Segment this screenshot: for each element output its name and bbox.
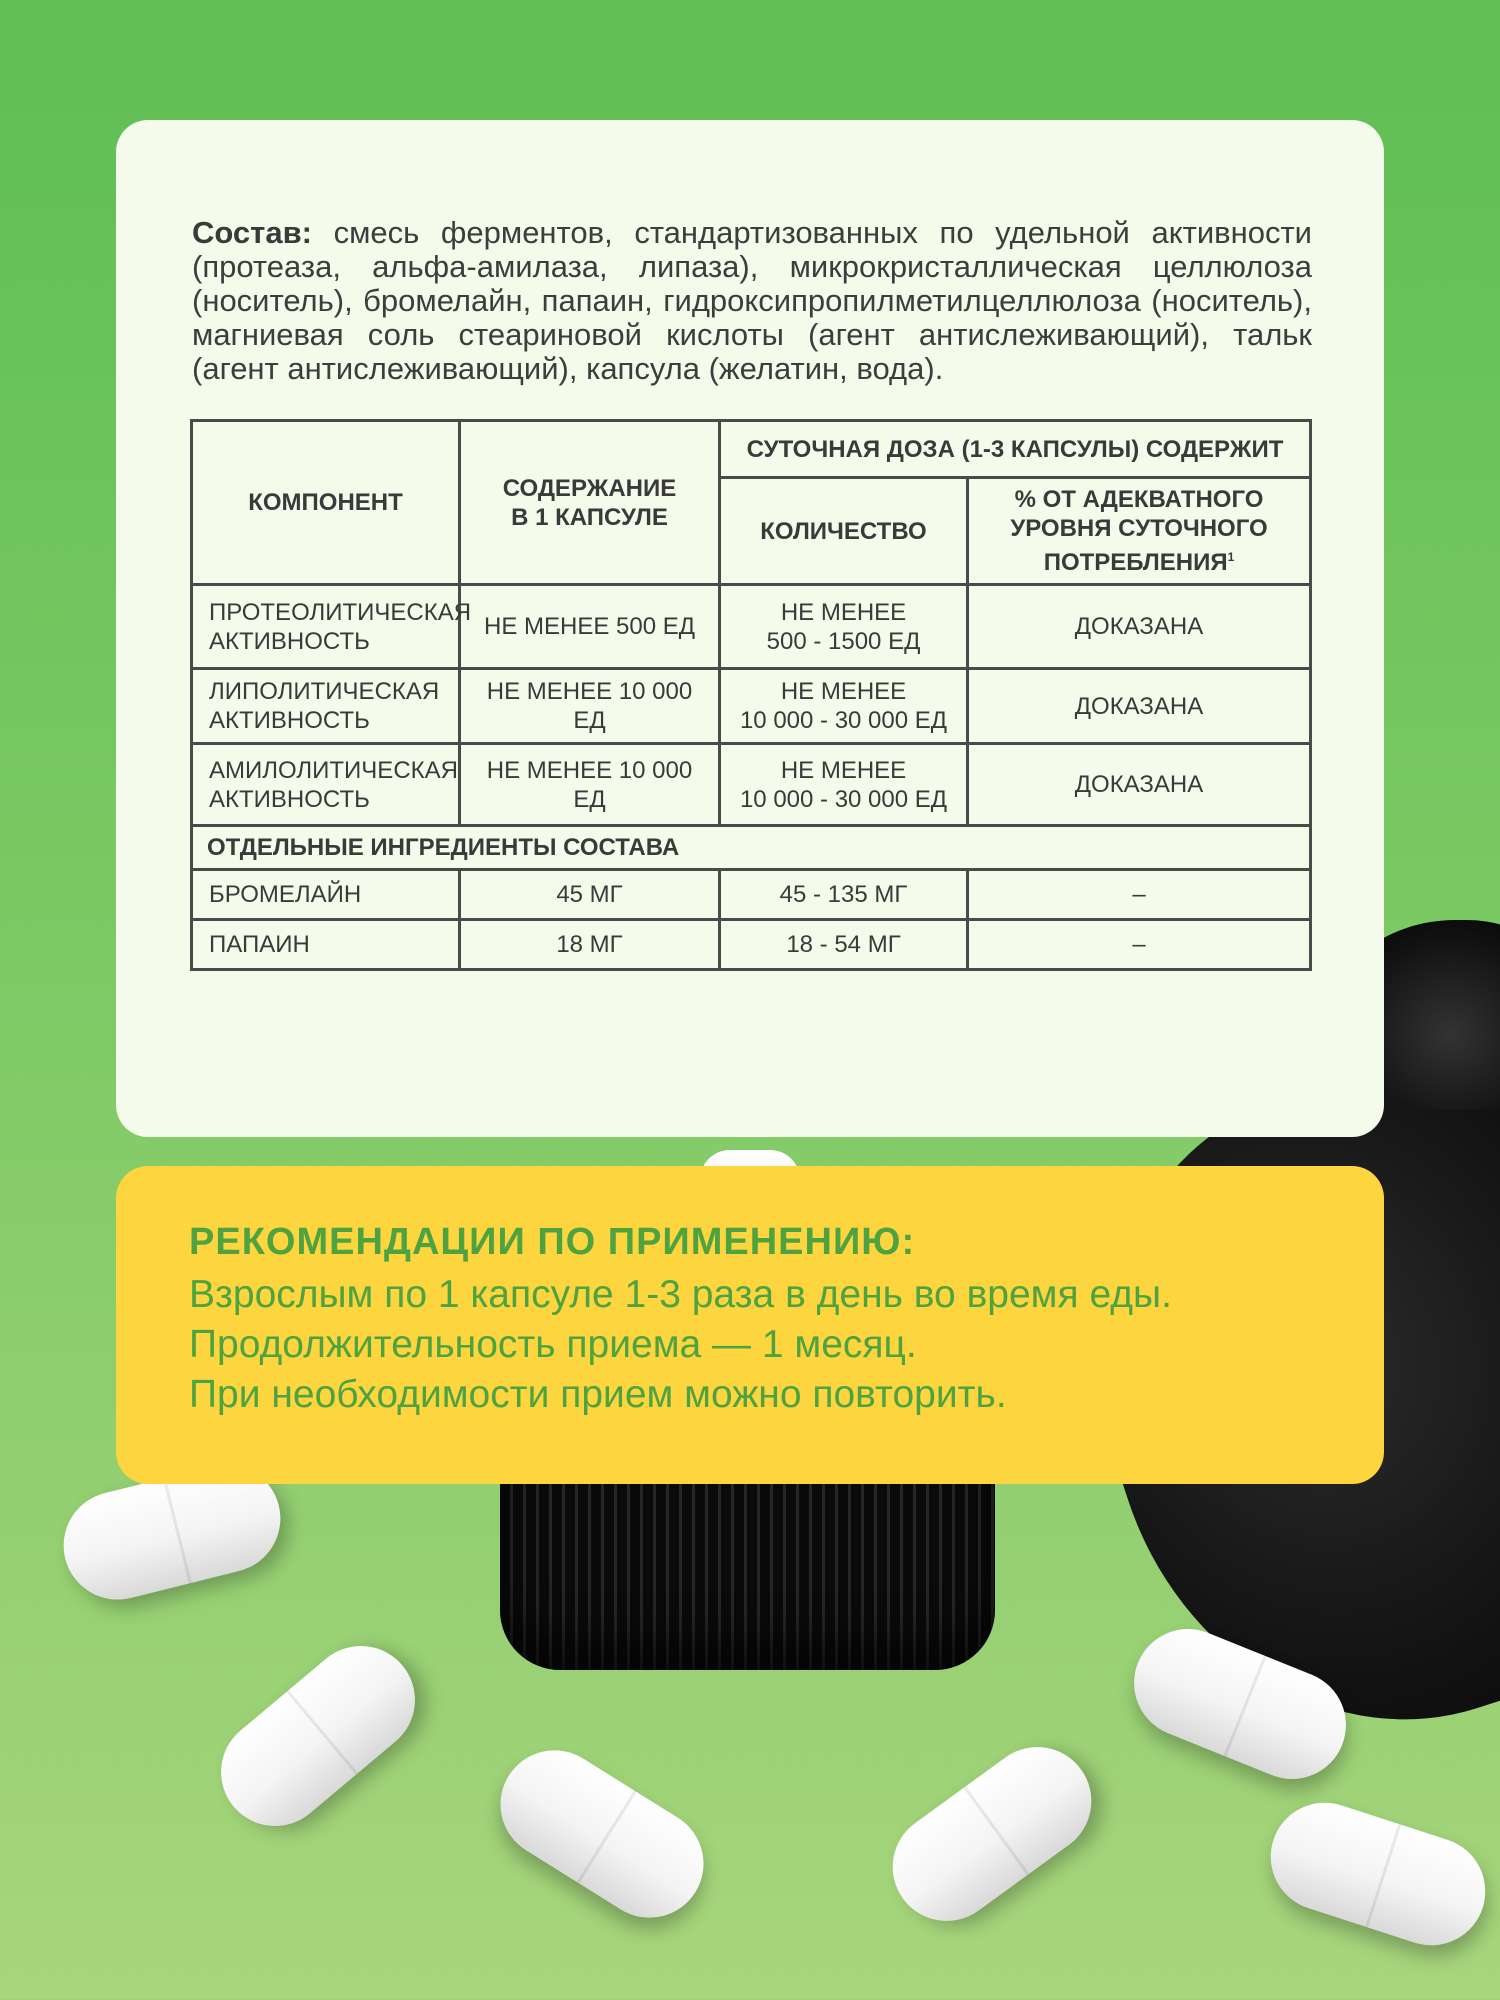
ingredient-quantity: 18 - 54 МГ [720, 920, 968, 970]
ingredient-content: 18 МГ [460, 920, 720, 970]
row-percent: ДОКАЗАНА [968, 669, 1311, 744]
table-row [192, 669, 1311, 744]
ingredient-name: БРОМЕЛАЙН [192, 870, 460, 920]
ingredient-percent: – [968, 920, 1311, 970]
header-component: КОМПОНЕНТ [192, 421, 460, 585]
ingredient-quantity: 45 - 135 МГ [720, 870, 968, 920]
row-component: ЛИПОЛИТИЧЕСКАЯ АКТИВНОСТЬ [192, 669, 460, 744]
capsule-image [871, 1726, 1112, 1943]
recommendation-line: Продолжительность приема — 1 месяц. [189, 1323, 917, 1366]
composition-label: Состав: [192, 215, 312, 250]
table-section-row [192, 826, 1311, 870]
table-row [192, 585, 1311, 669]
ingredient-content: 45 МГ [460, 870, 720, 920]
row-component: ПРОТЕОЛИТИЧЕСКАЯ АКТИВНОСТЬ [192, 585, 460, 669]
row-quantity: НЕ МЕНЕЕ 10 000 - 30 000 ЕД [720, 744, 968, 826]
table-row [192, 744, 1311, 826]
header-content: СОДЕРЖАНИЕ В 1 КАПСУЛЕ [460, 421, 720, 585]
recommendations-card [116, 1166, 1384, 1484]
table-row [192, 920, 1311, 970]
capsule-image [199, 1624, 437, 1848]
row-content: НЕ МЕНЕЕ 10 000 ЕД [460, 744, 720, 826]
row-quantity: НЕ МЕНЕЕ 10 000 - 30 000 ЕД [720, 669, 968, 744]
header-quantity: КОЛИЧЕСТВО [720, 478, 968, 585]
row-quantity: НЕ МЕНЕЕ 500 - 1500 ЕД [720, 585, 968, 669]
ingredient-name: ПАПАИН [192, 920, 460, 970]
row-component: АМИЛОЛИТИЧЕСКАЯ АКТИВНОСТЬ [192, 744, 460, 826]
composition-description: смесь ферментов, стандартизованных по удельной активности (протеаза, альфа-амилаза, липаза), микрокристаллическая целлюлоза (носитель), бромелайн, папаин, гидроксипропилметилцеллюлоза (носитель), магниевая соль стеариновой кислоты (агент антислеживающий), тальк (агент антислеживающий), капсула (желатин, вода). [192, 215, 1312, 386]
capsule-image [1257, 1789, 1500, 1960]
recommendation-line: При необходимости прием можно повторить. [189, 1373, 1007, 1416]
section-title: ОТДЕЛЬНЫЕ ИНГРЕДИЕНТЫ СОСТАВА [192, 826, 1311, 870]
row-content: НЕ МЕНЕЕ 500 ЕД [460, 585, 720, 669]
row-percent: ДОКАЗАНА [968, 585, 1311, 669]
header-percent: % ОТ АДЕКВАТНОГО УРОВНЯ СУТОЧНОГО ПОТРЕБЛЕНИЯ$^1$ [968, 478, 1311, 585]
composition-card [116, 120, 1384, 1137]
header-daily-dose: СУТОЧНАЯ ДОЗА (1-3 КАПСУЛЫ) СОДЕРЖИТ [720, 421, 1311, 478]
composition-text [192, 216, 1312, 386]
ingredient-percent: – [968, 870, 1311, 920]
row-content: НЕ МЕНЕЕ 10 000 ЕД [460, 669, 720, 744]
capsule-image [480, 1730, 724, 1938]
recommendation-line: Взрослым по 1 капсуле 1-3 раза в день во время еды. [189, 1273, 1172, 1316]
recommendations-title: РЕКОМЕНДАЦИИ ПО ПРИМЕНЕНИЮ: [189, 1221, 916, 1263]
row-percent: ДОКАЗАНА [968, 744, 1311, 826]
table-row [192, 870, 1311, 920]
composition-table [190, 419, 1312, 971]
